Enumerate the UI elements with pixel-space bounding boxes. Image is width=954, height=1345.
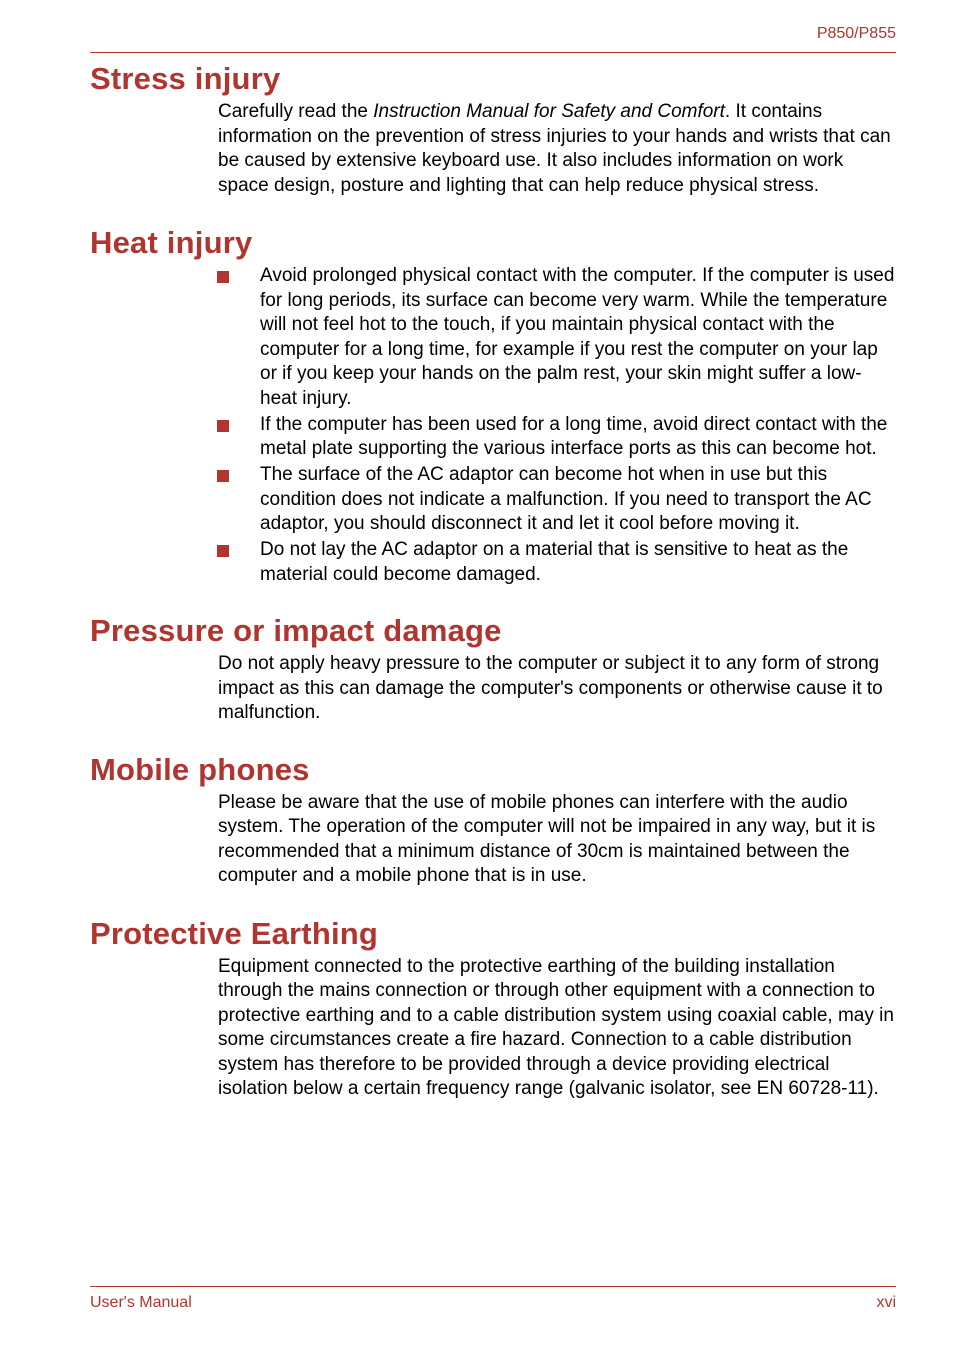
list-item bbox=[260, 264, 896, 411]
stress-manual-title: Instruction Manual for Safety and Comfort bbox=[373, 101, 725, 122]
square-bullet-icon bbox=[217, 545, 229, 557]
section-protective-earthing bbox=[90, 915, 896, 1102]
square-bullet-icon bbox=[217, 470, 229, 482]
list-item bbox=[260, 413, 896, 462]
heat-bullet-list bbox=[90, 264, 896, 587]
stress-text-post: . It contains information on the prevention of stress injuries to your hands and wrists that can be caused by extensive keyboard use. It also includes information on work space design, posture and lighting that can help reduce physical stress. bbox=[218, 101, 891, 196]
heading-heat-injury: Heat injury bbox=[90, 225, 253, 260]
footer-manual-title: User's Manual bbox=[90, 1294, 192, 1311]
paragraph-mobile-phones: Please be aware that the use of mobile phones can interfere with the audio system. The operation of the computer will not be impaired in any way, but it is recommended that a minimum distance of 30cm is maintained between the computer and a mobile phone that is in use. bbox=[218, 791, 876, 886]
bullet-text: If the computer has been used for a long time, avoid direct contact with the metal plate supporting the various interface ports as this can become hot. bbox=[260, 413, 888, 459]
footer-rule bbox=[90, 1286, 896, 1287]
section-stress-injury bbox=[90, 60, 896, 198]
list-item bbox=[260, 463, 896, 537]
bullet-text: The surface of the AC adaptor can become hot when in use but this condition does not indicate a malfunction. If you need to transport the AC adaptor, you should disconnect it and let it cool before moving it. bbox=[260, 464, 872, 534]
section-pressure-damage bbox=[90, 612, 896, 726]
heading-stress-injury: Stress injury bbox=[90, 61, 281, 96]
paragraph-pressure-damage: Do not apply heavy pressure to the computer or subject it to any form of strong impact as this can damage the computer's components or otherwise cause it to malfunction. bbox=[218, 653, 883, 723]
section-mobile-phones bbox=[90, 751, 896, 889]
heading-mobile-phones: Mobile phones bbox=[90, 751, 310, 787]
square-bullet-icon bbox=[217, 271, 229, 283]
section-heat-injury bbox=[90, 224, 896, 587]
header-model-number: P850/P855 bbox=[816, 25, 896, 42]
square-bullet-icon bbox=[217, 420, 229, 432]
paragraph-stress-injury bbox=[218, 100, 896, 198]
footer-page-number: xvi bbox=[876, 1294, 896, 1311]
header-rule bbox=[90, 52, 896, 53]
heading-pressure-damage: Pressure or impact damage bbox=[90, 613, 502, 648]
bullet-text: Avoid prolonged physical contact with the computer. If the computer is used for long periods, its surface can become very warm. While the temperature will not feel hot to the touch, if you maintain physical contact with the computer for a long time, for example if you rest the computer on your lap or if you keep your hands on the palm rest, your skin might suffer a low-heat injury. bbox=[260, 265, 895, 409]
paragraph-protective-earthing: Equipment connected to the protective earthing of the building installation through the mains connection or through other equipment with a connection to protective earthing and to a cable distribution system using coaxial cable, may in some circumstances create a fire hazard. Connection to a cable distribution system has therefore to be provided through a device providing electrical isolation below a certain frequency range (galvanic isolator, see EN 60728-11). bbox=[218, 955, 894, 1099]
heading-protective-earthing: Protective Earthing bbox=[90, 915, 379, 951]
page-content bbox=[90, 60, 896, 1126]
list-item bbox=[260, 538, 896, 587]
bullet-text: Do not lay the AC adaptor on a material that is sensitive to heat as the material could become damaged. bbox=[260, 539, 849, 585]
stress-text-pre: Carefully read the bbox=[218, 101, 374, 122]
